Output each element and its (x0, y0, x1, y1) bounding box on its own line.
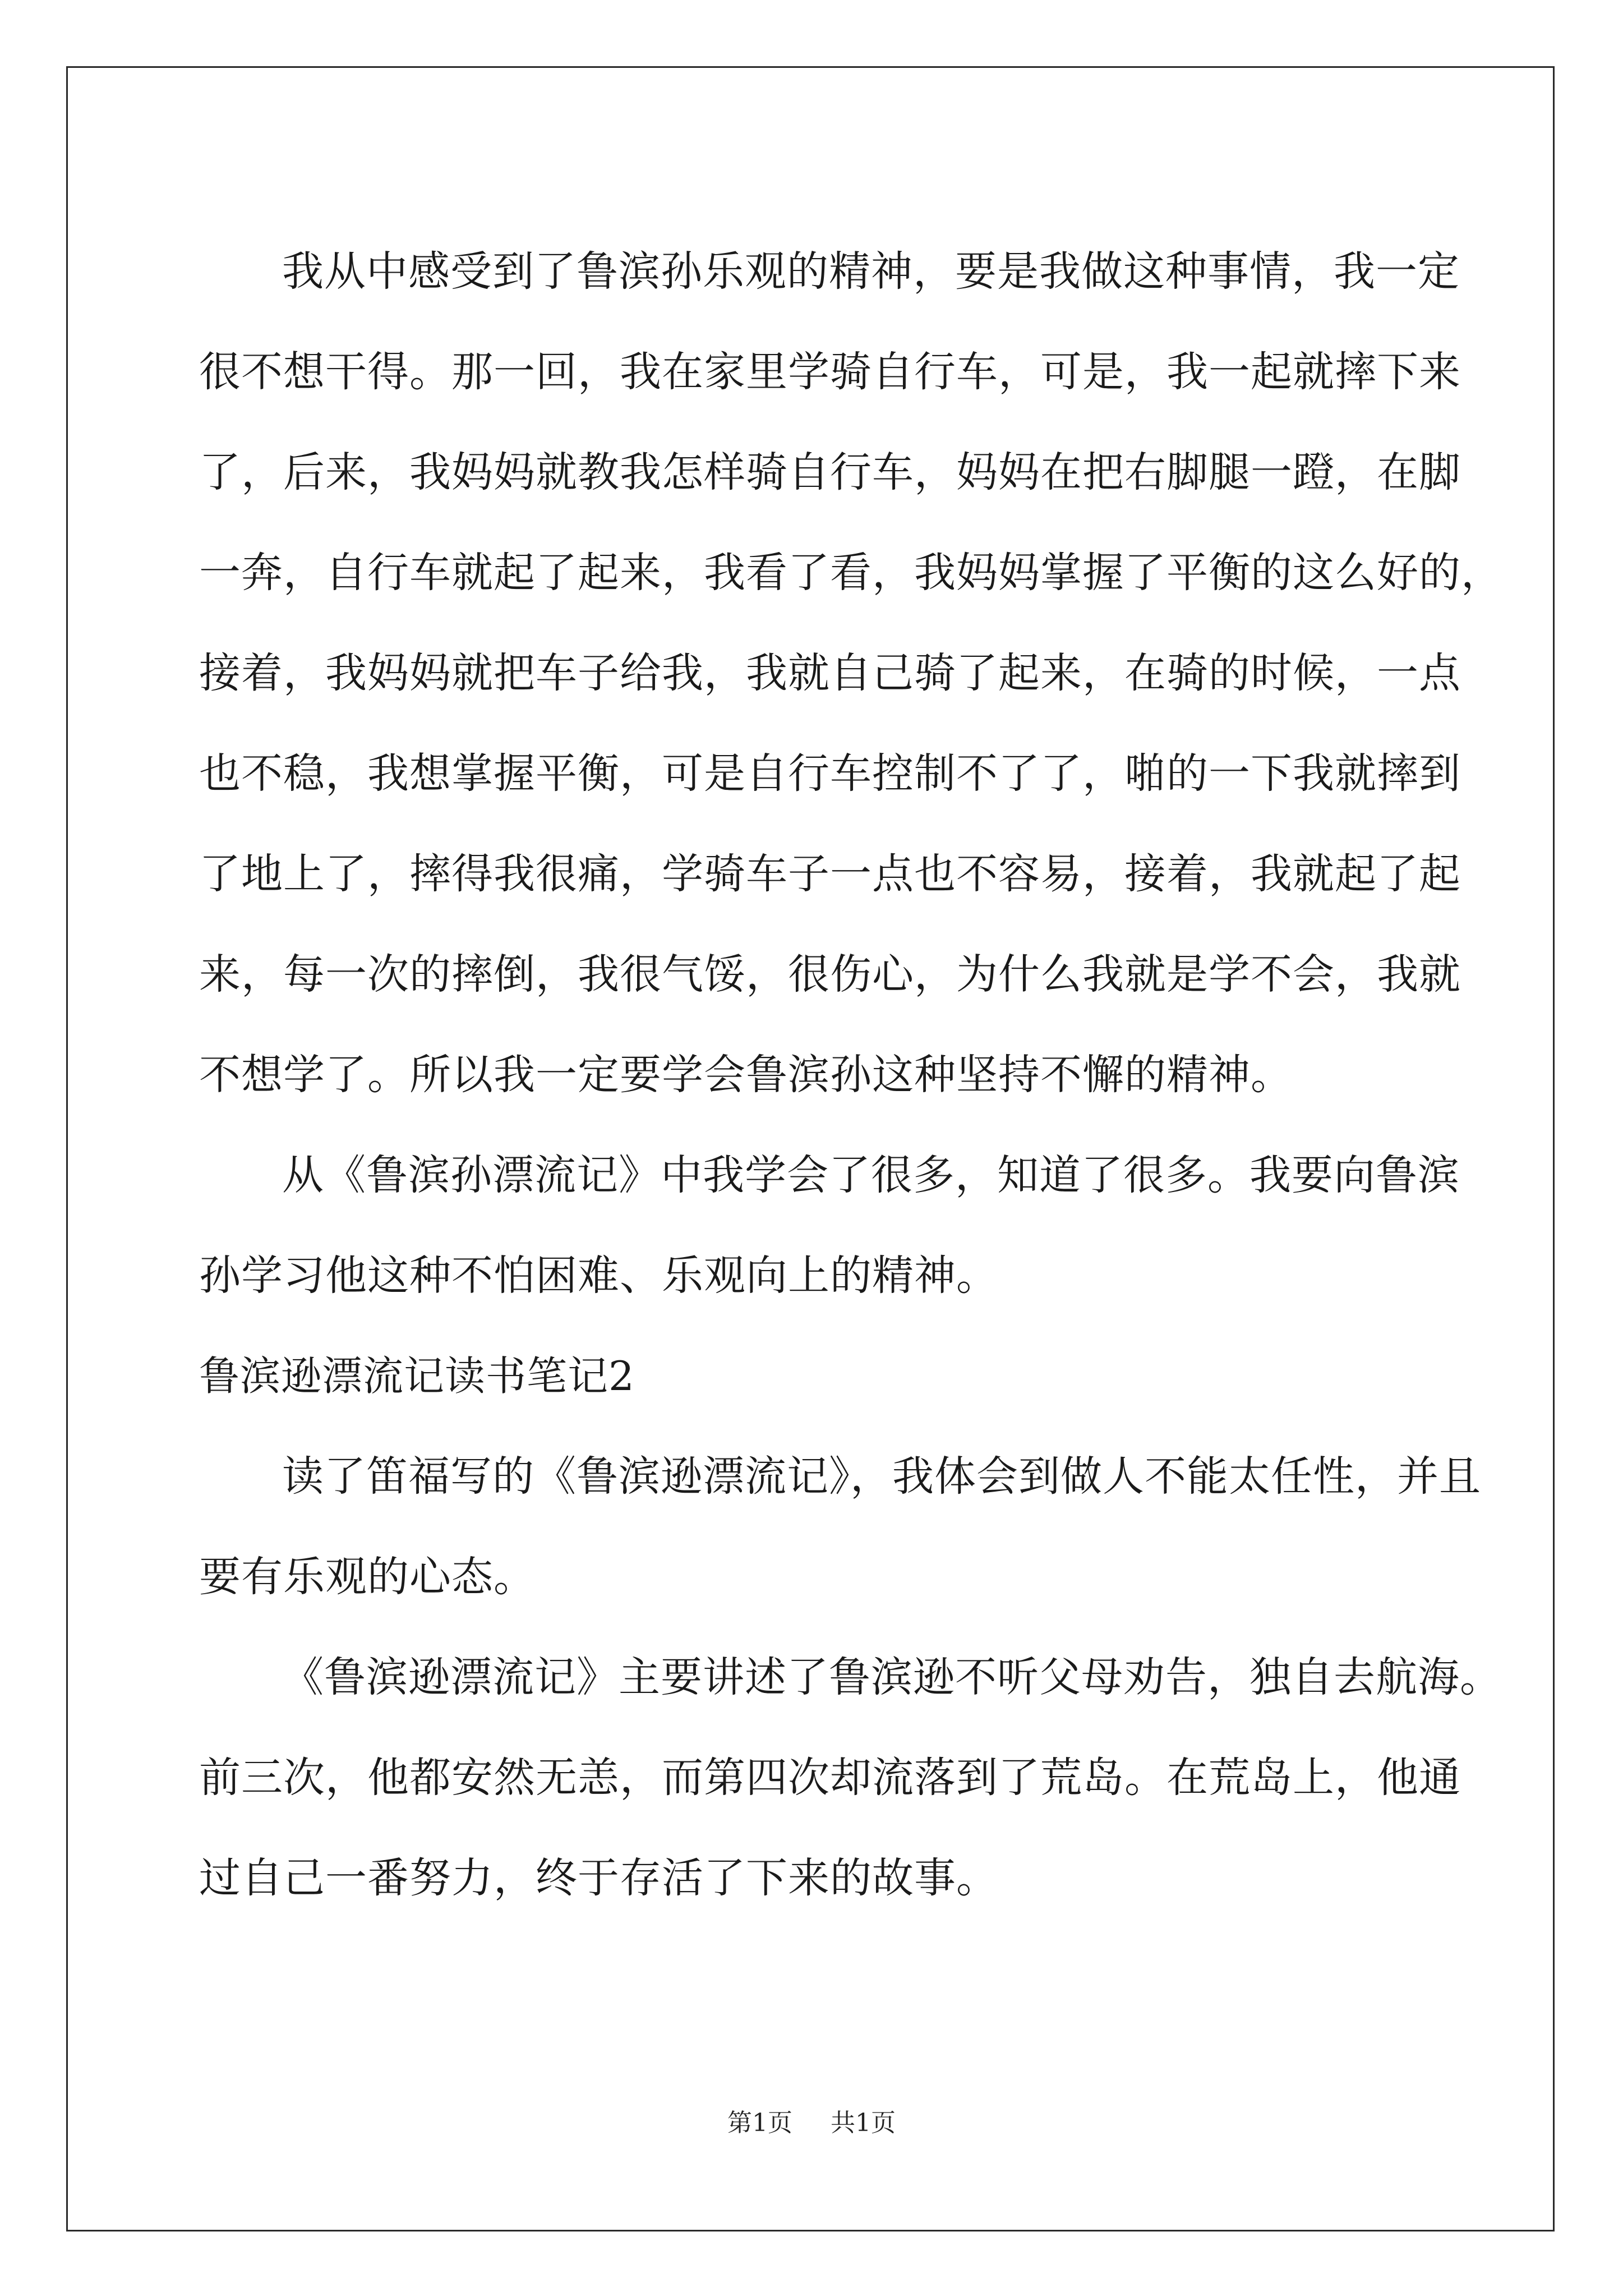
page-number: 第1页 (727, 2109, 792, 2137)
section-heading: 鲁滨逊漂流记读书笔记2 (199, 1352, 635, 1400)
paragraph-line: 孙学习他这种不怕困难、乐观向上的精神。 (199, 1251, 998, 1300)
paragraph-line: 要有乐观的心态。 (199, 1553, 536, 1601)
paragraph-line: 过自己一番努力，终于存活了下来的故事。 (199, 1854, 998, 1902)
paragraph-line: 也不稳，我想掌握平衡，可是自行车控制不了了，啪的一下我就摔到 (199, 749, 1461, 798)
paragraph-line: 很不想干得。那一回，我在家里学骑自行车，可是，我一起就摔下来 (199, 348, 1461, 396)
paragraph-line: 从《鲁滨孙漂流记》中我学会了很多，知道了很多。我要向鲁滨 (282, 1151, 1460, 1199)
paragraph-line: 不想学了。所以我一定要学会鲁滨孙这种坚持不懈的精神。 (199, 1051, 1293, 1099)
paragraph-line: 《鲁滨逊漂流记》主要讲述了鲁滨逊不听父母劝告，独自去航海。 (282, 1653, 1502, 1701)
document-body (199, 222, 1503, 1929)
paragraph-line: 接着，我妈妈就把车子给我，我就自己骑了起来，在骑的时候，一点 (199, 649, 1461, 697)
page-total: 共1页 (831, 2109, 896, 2137)
paragraph-line: 我从中感受到了鲁滨孙乐观的精神，要是我做这种事情，我一定 (282, 247, 1460, 296)
paragraph-line: 来，每一次的摔倒，我很气馁，很伤心，为什么我就是学不会，我就 (199, 950, 1461, 999)
page-footer (0, 2102, 1623, 2138)
paragraph-line: 一奔，自行车就起了起来，我看了看，我妈妈掌握了平衡的这么好的， (199, 549, 1503, 597)
paragraph-line: 前三次，他都安然无恙，而第四次却流落到了荒岛。在荒岛上，他通 (199, 1754, 1461, 1802)
paragraph-line: 了，后来，我妈妈就教我怎样骑自行车，妈妈在把右脚腿一蹬，在脚 (199, 448, 1461, 496)
paragraph-line: 了地上了，摔得我很痛，学骑车子一点也不容易，接着，我就起了起 (199, 850, 1461, 898)
paragraph-line: 读了笛福写的《鲁滨逊漂流记》，我体会到做人不能太任性，并且 (282, 1452, 1481, 1501)
